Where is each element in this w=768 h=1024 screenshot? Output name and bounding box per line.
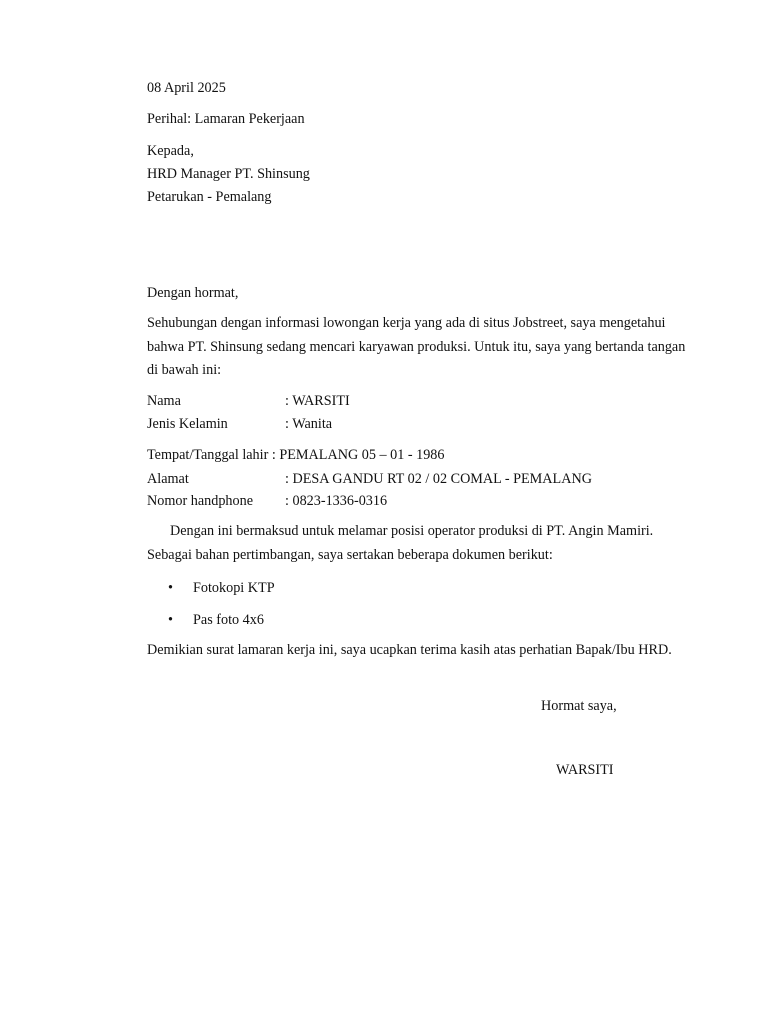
field-label: Alamat — [147, 471, 189, 487]
bullet-icon: • — [168, 612, 173, 628]
field-row — [147, 392, 350, 410]
field-row — [147, 492, 387, 510]
field-value: : WARSITI — [285, 393, 350, 409]
recipient-line: HRD Manager PT. Shinsung — [147, 166, 310, 182]
signoff: Hormat saya, — [541, 698, 617, 714]
purpose-paragraph: Dengan ini bermaksud untuk melamar posisi operator produksi di PT. Angin Mamiri. Sebagai bahan pertimbangan, saya sertakan beberapa dokumen berikut: — [147, 523, 654, 563]
field-row — [147, 415, 332, 433]
field-label: Nama — [147, 393, 181, 409]
letter-subject: Perihal: Lamaran Pekerjaan — [147, 111, 305, 127]
field-label: Tempat/Tanggal lahir — [147, 447, 269, 463]
letter-date: 08 April 2025 — [147, 80, 226, 96]
field-value: : PEMALANG 05 – 01 - 1986 — [271, 447, 445, 463]
field-value: : 0823-1336-0316 — [285, 493, 388, 509]
intro-paragraph: Sehubungan dengan informasi lowongan kerja yang ada di situs Jobstreet, saya mengetahui bahwa PT. Shinsung sedang mencari karyawan produksi. Untuk itu, saya yang bertanda tangan di bawah ini: — [147, 315, 686, 378]
list-item-text: Fotokopi KTP — [193, 580, 275, 596]
greeting: Dengan hormat, — [147, 285, 239, 301]
signer-name: WARSITI — [556, 762, 614, 778]
list-item-text: Pas foto 4x6 — [193, 612, 264, 628]
field-row — [147, 446, 445, 464]
field-label: Nomor handphone — [147, 493, 253, 509]
recipient-line: Petarukan - Pemalang — [147, 189, 272, 205]
field-value: : Wanita — [285, 416, 333, 432]
field-row — [147, 470, 592, 488]
list-item — [147, 579, 275, 597]
field-label: Jenis Kelamin — [147, 416, 228, 432]
list-item — [147, 611, 264, 629]
bullet-icon: • — [168, 580, 173, 596]
field-value: : DESA GANDU RT 02 / 02 COMAL - PEMALANG — [285, 471, 592, 487]
closing-paragraph: Demikian surat lamaran kerja ini, saya ucapkan terima kasih atas perhatian Bapak/Ibu HRD. — [147, 642, 672, 658]
recipient-line: Kepada, — [147, 143, 194, 159]
